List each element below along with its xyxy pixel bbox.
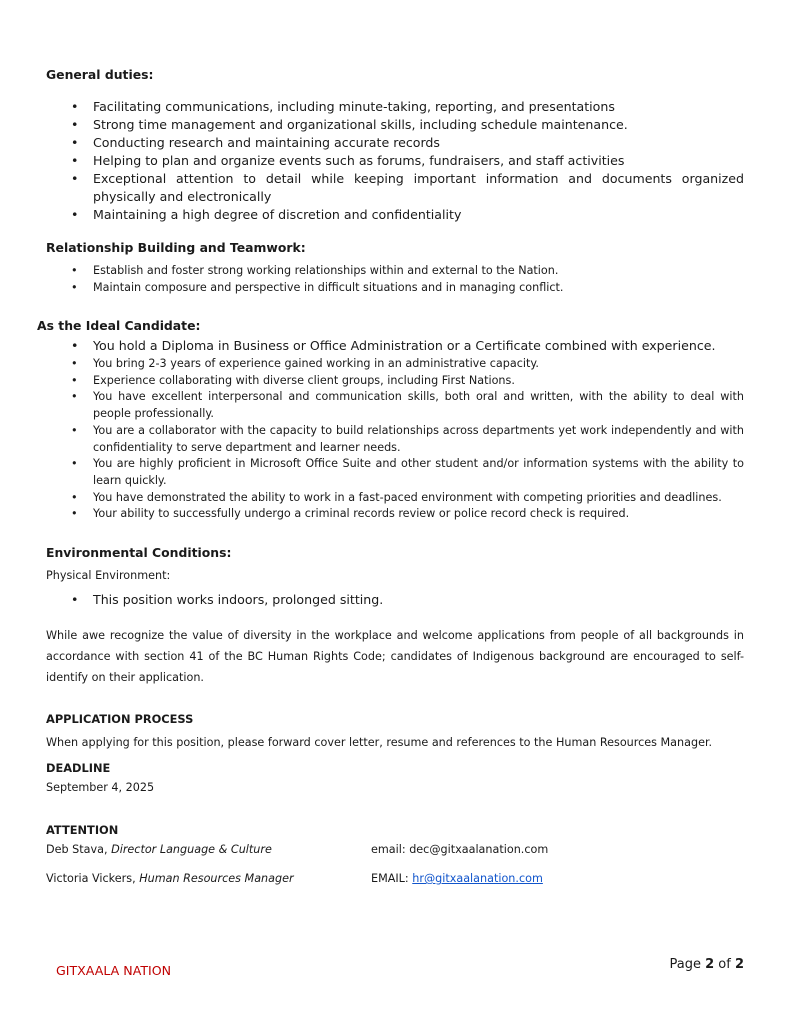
list-item-text: You have demonstrated the ability to work in a fast-paced environment with competing priorities and deadlines.	[93, 490, 722, 504]
candidate-item	[71, 456, 744, 489]
list-item-text: Conducting research and maintaining accurate records	[93, 135, 440, 150]
list-item-text: Maintain composure and perspective in difficult situations and in managing conflict.	[93, 280, 564, 294]
candidate-item	[71, 389, 744, 422]
page-of: of	[718, 957, 731, 972]
list-item-text: You are highly proficient in Microsoft Office Suite and other student and/or information systems with the ability to learn quickly.	[93, 457, 744, 487]
contact-row	[46, 872, 746, 888]
duty-item	[71, 116, 744, 134]
deadline-heading: DEADLINE	[46, 761, 111, 775]
candidate-item	[71, 490, 744, 507]
footer-organization: GITXAALA NATION	[56, 963, 172, 978]
application-heading: APPLICATION PROCESS	[46, 712, 194, 726]
bullet-icon: •	[71, 490, 78, 504]
contact-title: Human Resources Manager	[139, 872, 294, 885]
attention-heading: ATTENTION	[46, 823, 119, 837]
candidate-item	[71, 337, 753, 355]
contact-row	[46, 843, 746, 859]
contact-title: Director Language & Culture	[111, 843, 272, 856]
ideal-candidate-lead-list	[71, 337, 753, 355]
bullet-icon: •	[71, 592, 79, 607]
contact-name-title	[46, 843, 272, 856]
diversity-statement: While awe recognize the value of diversity in the workplace and welcome applications from people of all backgrounds in accordance with section 41 of the BC Human Rights Code; candidates of Indigenous background are encouraged to self-identify on their application.	[46, 629, 744, 684]
page-current: 2	[705, 957, 715, 972]
list-item-text: You have excellent interpersonal and communication skills, both oral and written, with the ability to deal with people professionally.	[93, 390, 744, 421]
relationship-item	[71, 280, 744, 297]
candidate-item	[71, 506, 744, 523]
email-label: EMAIL:	[371, 872, 409, 885]
contact-email-block	[371, 843, 548, 856]
deadline-date: September 4, 2025	[46, 781, 155, 794]
contact-email-block	[371, 872, 543, 885]
list-item-text: Experience collaborating with diverse client groups, including First Nations.	[93, 373, 515, 387]
contact-email: dec@gitxaalanation.com	[409, 843, 549, 856]
list-item-text: Exceptional attention to detail while keeping important information and documents organized physically and electronically	[93, 171, 744, 204]
page-total: 2	[734, 957, 744, 972]
relationship-heading: Relationship Building and Teamwork:	[46, 240, 306, 255]
list-item-text: Facilitating communications, including minute-taking, reporting, and presentations	[93, 99, 615, 114]
list-item-text: You hold a Diploma in Business or Office Administration or a Certificate combined with experience.	[93, 338, 716, 353]
duty-item	[71, 152, 744, 170]
physical-environment-label: Physical Environment:	[46, 569, 171, 582]
environment-list	[71, 591, 744, 609]
page-number	[669, 957, 744, 972]
bullet-icon: •	[71, 153, 79, 168]
bullet-icon: •	[71, 99, 79, 114]
environment-item	[71, 591, 744, 609]
duty-item	[71, 206, 744, 224]
list-item-text: Your ability to successfully undergo a criminal records review or police record check is required.	[93, 507, 630, 521]
list-item-text: Strong time management and organizational skills, including schedule maintenance.	[93, 117, 628, 132]
duty-item	[71, 98, 744, 116]
bullet-icon: •	[71, 171, 79, 186]
bullet-icon: •	[71, 135, 79, 150]
general-duties-heading: General duties:	[46, 67, 154, 82]
list-item-text: Maintaining a high degree of discretion and confidentiality	[93, 207, 462, 222]
bullet-icon: •	[71, 280, 78, 294]
relationship-list	[71, 263, 744, 296]
contact-name: Deb Stava,	[46, 843, 108, 856]
list-item-text: This position works indoors, prolonged sitting.	[93, 592, 384, 607]
list-item-text: You bring 2-3 years of experience gained working in an administrative capacity.	[93, 357, 539, 370]
candidate-item	[71, 356, 744, 373]
application-text: When applying for this position, please forward cover letter, resume and references to the Human Resources Manager.	[46, 736, 713, 749]
bullet-icon: •	[71, 264, 78, 277]
contact-name-title	[46, 872, 294, 885]
duty-item	[71, 170, 744, 206]
bullet-icon: •	[71, 457, 78, 471]
list-item-text: Helping to plan and organize events such as forums, fundraisers, and staff activities	[93, 153, 625, 168]
list-item-text: You are a collaborator with the capacity to build relationships across departments yet work independently and with confidentiality to serve department and learner needs.	[93, 423, 744, 454]
bullet-icon: •	[71, 207, 79, 222]
relationship-item	[71, 263, 744, 280]
bullet-icon: •	[71, 373, 78, 387]
bullet-icon: •	[71, 390, 78, 404]
candidate-item	[71, 423, 744, 456]
duty-item	[71, 134, 744, 152]
bullet-icon: •	[71, 357, 78, 370]
page-word: Page	[669, 957, 701, 972]
email-label: email:	[371, 843, 406, 856]
ideal-candidate-list	[71, 356, 744, 523]
bullet-icon: •	[71, 338, 79, 353]
list-item-text: Establish and foster strong working relationships within and external to the Nation.	[93, 264, 559, 277]
general-duties-list	[71, 98, 744, 224]
bullet-icon: •	[71, 423, 78, 437]
bullet-icon: •	[71, 507, 78, 521]
contact-name: Victoria Vickers,	[46, 872, 136, 885]
candidate-item	[71, 373, 744, 390]
bullet-icon: •	[71, 117, 79, 132]
ideal-candidate-heading: As the Ideal Candidate:	[37, 318, 201, 333]
hr-email-link[interactable]: hr@gitxaalanation.com	[412, 872, 543, 885]
environment-heading: Environmental Conditions:	[46, 545, 232, 560]
